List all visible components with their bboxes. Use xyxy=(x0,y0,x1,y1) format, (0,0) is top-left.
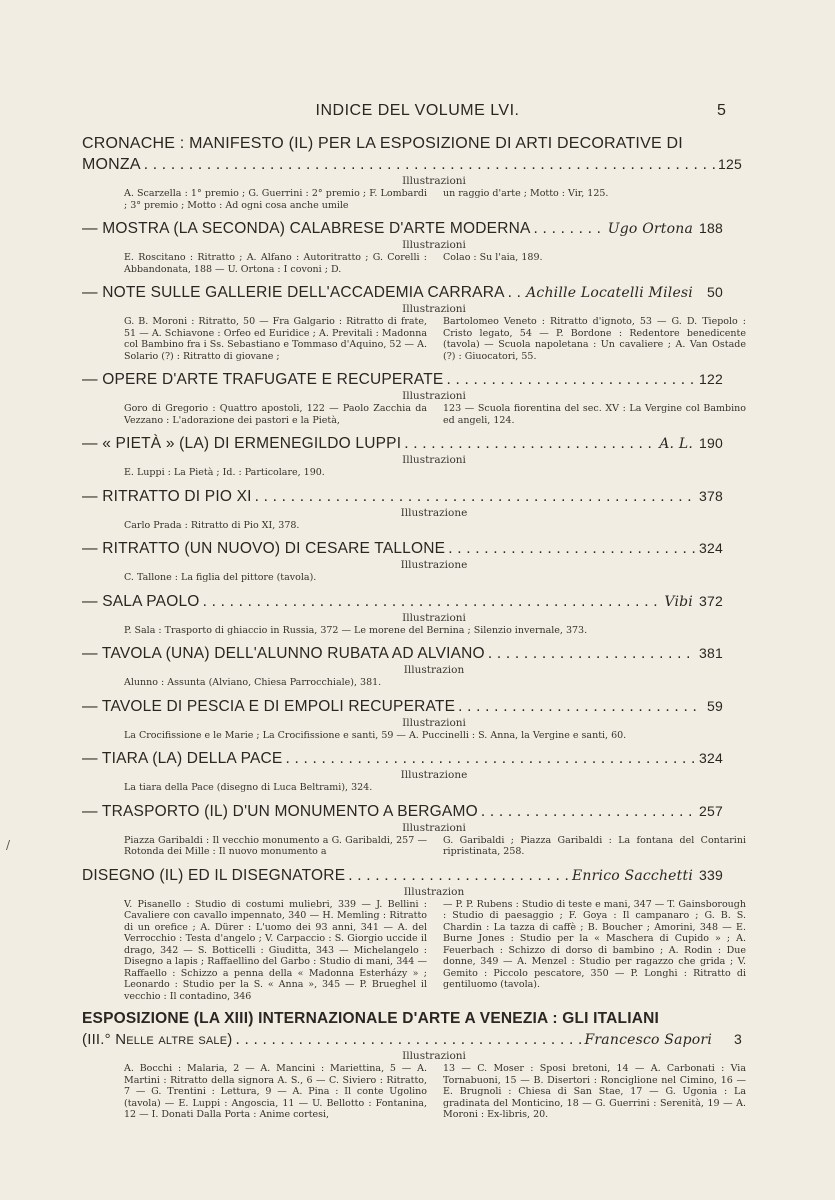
entry-title: — OPERE D'ARTE TRAFUGATE E RECUPERATE xyxy=(82,371,444,388)
index-list xyxy=(82,134,746,1128)
illustrations-label: Illustrazion xyxy=(403,885,465,898)
index-entry xyxy=(82,538,746,584)
entry-page: 339 xyxy=(699,866,723,883)
entry-title: — TAVOLA (UNA) DELL'ALUNNO RUBATA AD ALVIANO xyxy=(82,645,485,662)
entry-title: — SALA PAOLO xyxy=(82,592,200,610)
entry-page: 372 xyxy=(699,592,723,609)
page-number: 5 xyxy=(717,102,727,119)
index-entry xyxy=(82,1009,746,1121)
leader-dots xyxy=(144,155,715,175)
illustrations-label: Illustrazioni xyxy=(402,390,466,402)
illustrations-list: La tiara della Pace (disegno di Luca Beltrami), 324. xyxy=(124,782,373,793)
entry-page: 50 xyxy=(707,284,723,300)
leader-dots xyxy=(508,283,523,303)
leader-dots xyxy=(348,866,569,886)
illustrations-label: Illustrazioni xyxy=(402,716,466,729)
running-title: INDICE DEL VOLUME LVI. xyxy=(315,102,520,119)
entry-title: — RITRATTO DI PIO XI xyxy=(82,487,252,505)
illustrations-list: C. Tallone : La figlia del pittore (tavola). xyxy=(124,572,317,583)
entry-author: Vibi xyxy=(664,593,693,610)
leader-dots xyxy=(481,802,696,822)
entry-title-cont: (III.° Nelle altre sale) xyxy=(82,1031,233,1048)
index-entry xyxy=(82,369,746,426)
illustrations-label: Illustrazione xyxy=(400,559,468,571)
index-entry xyxy=(82,643,746,689)
illustrations-label: Illustrazioni xyxy=(402,1050,466,1062)
leader-dots xyxy=(448,539,696,559)
index-entry xyxy=(82,486,746,532)
entry-author: Enrico Sacchetti xyxy=(572,867,693,884)
leader-dots xyxy=(255,487,696,507)
entry-page: 3 xyxy=(734,1031,742,1047)
illustrations-label: Illustrazioni xyxy=(402,175,466,187)
entry-title: — TRASPORTO (IL) D'UN MONUMENTO A BERGAMO xyxy=(82,802,478,820)
leader-dots xyxy=(534,219,605,239)
entry-title: CRONACHE : MANIFESTO (IL) PER LA ESPOSIZIONE DI ARTI DECORATIVE DI xyxy=(82,135,683,152)
illustrations-label: Illustrazioni xyxy=(402,611,466,624)
illustrations-label: Illustrazione xyxy=(400,769,468,781)
illustrations-list: La Crocifissione e le Marie ; La Crocifissione e santi, 59 — A. Puccinelli : S. Anna, la Vergine e santi, 60. xyxy=(124,729,627,741)
illustrations-list: G. B. Moroni : Ritratto, 50 — Fra Galgario : Ritratto di frate, 51 — A. Schiavone : Orfeo ed Euridice ; A. Previtali : Madonna col Bambino fra i Ss. Sebastiano e Tommaso d'Aquino, 52 — A. Solario (?) : Ritratto di giovane ; Bartolomeo Veneto : Ritratto d'ignoto, 53 — G. D. Tiepolo : Cristo legato, 54 — P. Bordone : Redentore benedicente (tavola) — Scuola napoletana : Un cavaliere ; A. Van Ostade (?) : Giuocatori, 55. xyxy=(124,316,746,362)
illustrations-list: Carlo Prada : Ritratto di Pio XI, 378. xyxy=(124,519,300,531)
entry-page: 188 xyxy=(699,220,723,236)
illustrations-label: Illustrazioni xyxy=(402,454,466,466)
illustrations-list: A. Bocchi : Malaria, 2 — A. Mancini : Mariettina, 5 — A. Martini : Ritratto della signora A. S., 6 — C. Siviero : Ritratto, 7 — G. Trentini : Lettura, 9 — A. Pina : Il conte Ugolino (tavola) — E. Luppi : Angoscia, 11 — U. Bellotto : Fontanina, 12 — I. Donati Dalla Porta : Anime cortesi, 13 — C. Moser : Sposi bretoni, 14 — A. Carbonati : Via Tornabuoni, 15 — B. Disertori : Ronciglione nel Cimino, 16 — E. Brugnoli : Chiesa di San Stae, 17 — G. Ugonia : La gradinata del Monticino, 18 — G. Guerrini : Serenità, 19 — A. Moroni : Ex-libris, 20. xyxy=(124,1063,746,1120)
entry-page: 381 xyxy=(699,645,723,661)
entry-title: — RITRATTO (UN NUOVO) DI CESARE TALLONE xyxy=(82,540,446,557)
index-entry xyxy=(82,865,746,1003)
entry-page: 324 xyxy=(699,750,723,766)
leader-dots xyxy=(285,749,696,769)
illustrations-label: Illustrazioni xyxy=(402,239,466,251)
illustrations-list: V. Pisanello : Studio di costumi muliebri, 339 — J. Bellini : Cavaliere con cavallo impennato, 340 — H. Memling : Ritratto di un orefice ; A. Dürer : L'uomo dei 93 anni, 341 — A. del Verrocchio : Testa d'angelo ; V. Carpaccio : S. Giorgio uccide il drago, 342 — S. Botticelli : Giuditta, 343 — Michelangelo : Disegno a lapis ; Raffaellino del Garbo : Studio di mani, 344 — Raffaello : Schizzo a penna della « Madonna Esterházy » ; Leonardo : Studio per la S. « Anna », 345 — P. Brueghel il vecchio : Il contadino, 346 — P. P. Rubens : Studio di teste e mani, 347 — T. Gainsborough : Studio di paesaggio ; F. Goya : Il campanaro ; G. B. S. Chardin : La tazza di caffè ; B. Boucher ; Amorini, 348 — E. Burne Jones : Studio per la « Maschera di Cupido » ; A. Feuerbach : Schizzo di dorso di bambino ; A. Rodin : Due donne, 349 — A. Menzel : Studio per ragazzo che grida ; V. Gemito : Piccolo pescatore, 350 — P. Longhi : Ritratto di gentiluomo (tavola). xyxy=(124,898,746,1002)
entry-title: ESPOSIZIONE (LA XIII) INTERNAZIONALE D'ARTE A VENEZIA : GLI ITALIANI xyxy=(82,1010,660,1027)
entry-page: 190 xyxy=(699,435,723,451)
illustrations-label: Illustrazion xyxy=(403,664,465,676)
illustrations-list: A. Scarzella : 1° premio ; G. Guerrini : 2° premio ; F. Lombardi ; 3° premio ; Motto : Ad ogni cosa anche umile un raggio d'arte ; Motto : Vir, 125. xyxy=(124,188,609,211)
leader-dots xyxy=(235,1030,581,1050)
illustrations-list: Goro di Gregorio : Quattro apostoli, 122 — Paolo Zacchia da Vezzano : L'adorazione dei pastori e la Pietà, 123 — Scuola fiorentina del sec. XV : La Vergine col Bambino ed angeli, 124. xyxy=(124,403,746,426)
index-entry xyxy=(82,591,746,637)
illustrations-list: E. Roscitano : Ritratto ; A. Alfano : Autoritratto ; G. Corelli : Abbandonata, 188 — U. Ortona : I covoni ; D. Colao : Su l'aia, 189. xyxy=(124,252,543,275)
index-entry xyxy=(82,134,746,211)
entry-title: — NOTE SULLE GALLERIE DELL'ACCADEMIA CARRARA xyxy=(82,284,505,301)
leader-dots xyxy=(203,592,662,612)
entry-title-cont: MONZA xyxy=(82,156,141,173)
index-entry xyxy=(82,218,746,275)
entry-author: Francesco Sapori xyxy=(584,1032,712,1048)
leader-dots xyxy=(404,434,656,454)
entry-title: — TIARA (LA) DELLA PACE xyxy=(82,750,283,767)
entry-title: — « PIETÀ » (LA) DI ERMENEGILDO LUPPI xyxy=(82,435,402,452)
entry-page: 125 xyxy=(718,156,742,172)
illustrations-list: Alunno : Assunta (Alviano, Chiesa Parrocchiale), 381. xyxy=(124,677,382,688)
entry-page: 324 xyxy=(699,540,723,556)
entry-title: — TAVOLE DI PESCIA E DI EMPOLI RECUPERATE xyxy=(82,697,456,715)
illustrations-label: Illustrazioni xyxy=(402,303,466,315)
entry-title: — MOSTRA (LA SECONDA) CALABRESE D'ARTE MODERNA xyxy=(82,220,531,237)
index-entry xyxy=(82,282,746,362)
illustrations-list: E. Luppi : La Pietà ; Id. : Particolare, 190. xyxy=(124,467,325,478)
illustrations-list: Piazza Garibaldi : Il vecchio monumento a G. Garibaldi, 257 — Rotonda dei Mille : Il nuovo monumento a G. Garibaldi ; Piazza Garibaldi : La fontana del Contarini ripristinata, 258. xyxy=(124,834,746,857)
illustrations-label: Illustrazione xyxy=(400,506,468,519)
page-header xyxy=(0,102,835,124)
leader-dots xyxy=(446,370,696,390)
entry-author: Ugo Ortona xyxy=(607,221,693,237)
entry-author: A. L. xyxy=(659,436,693,452)
entry-page: 378 xyxy=(699,487,723,504)
index-entry xyxy=(82,748,746,794)
entry-page: 59 xyxy=(707,697,723,714)
margin-mark: / xyxy=(6,838,11,852)
entry-author: Achille Locatelli Milesi xyxy=(526,285,693,301)
entry-title: DISEGNO (IL) ED IL DISEGNATORE xyxy=(82,866,346,884)
leader-dots xyxy=(458,697,696,717)
index-entry xyxy=(82,801,746,858)
index-entry xyxy=(82,696,746,742)
entry-page: 257 xyxy=(699,802,723,819)
leader-dots xyxy=(488,644,696,664)
index-entry xyxy=(82,433,746,479)
illustrations-label: Illustrazioni xyxy=(402,821,466,834)
illustrations-list: P. Sala : Trasporto di ghiaccio in Russia, 372 — Le morene del Bernina ; Silenzio invernale, 373. xyxy=(124,624,588,636)
entry-page: 122 xyxy=(699,371,723,387)
